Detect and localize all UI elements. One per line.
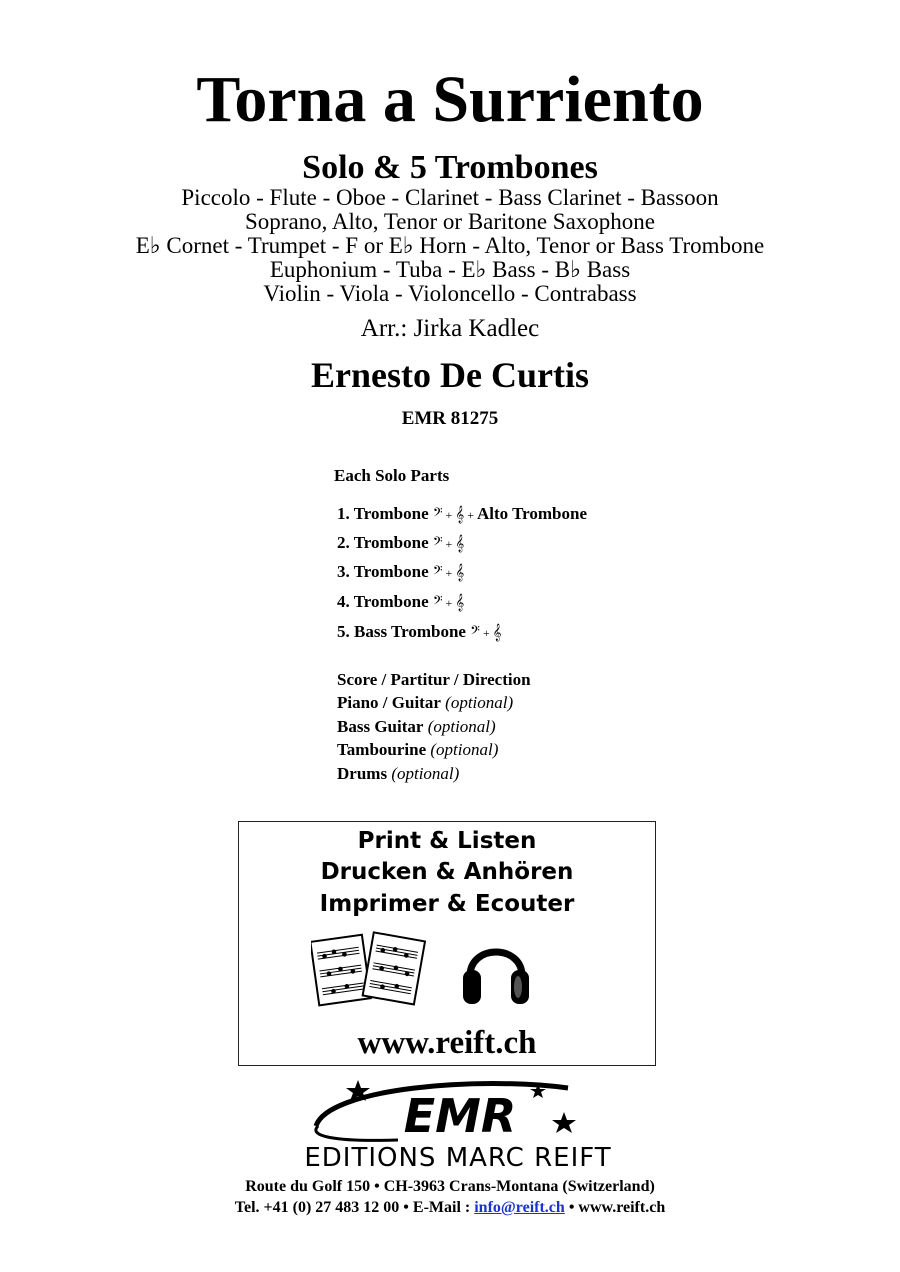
plus-sign: +: [445, 566, 453, 580]
treble-clef-icon: 𝄞: [455, 593, 465, 611]
document-subtitle: Solo & 5 Trombones: [302, 149, 598, 186]
sheet-music-icon: [311, 928, 426, 1013]
footer-contact: [0, 1198, 900, 1218]
extra-part: [337, 717, 496, 737]
footer-address: Route du Golf 150 • CH-3963 Crans-Montana (Switzerland): [245, 1178, 655, 1195]
part-item: [337, 533, 464, 554]
arranger: Arr.: Jirka Kadlec: [360, 315, 540, 342]
catalog-number: EMR 81275: [401, 408, 499, 429]
promo-line: Drucken & Anhören: [320, 859, 574, 885]
extra-note: (optional): [427, 717, 496, 736]
plus-sign: +: [445, 508, 453, 522]
extra-note: (optional): [430, 740, 499, 759]
instrument-line: Soprano, Alto, Tenor or Baritone Saxophone: [245, 209, 655, 234]
instrument-line: E♭ Cornet - Trumpet - F or E♭ Horn - Alto, Tenor or Bass Trombone: [135, 233, 765, 258]
part-item: [337, 622, 502, 643]
part-label: 2. Trombone: [337, 533, 429, 552]
part-label: 4. Trombone: [337, 592, 429, 611]
extra-note: (optional): [445, 693, 514, 712]
bass-clef-icon: 𝄢: [432, 534, 443, 552]
extra-label: Piano / Guitar: [337, 693, 441, 712]
document-title: Torna a Surriento: [196, 63, 704, 136]
plus-sign: +: [445, 537, 453, 551]
bass-clef-icon: 𝄢: [432, 505, 443, 523]
part-label: 5. Bass Trombone: [337, 622, 466, 641]
emr-logo: [238, 1074, 678, 1172]
logo-name: EDITIONS MARC REIFT: [304, 1143, 612, 1172]
footer-website: • www.reift.ch: [564, 1199, 666, 1216]
extra-note: (optional): [391, 764, 460, 783]
treble-clef-icon: 𝄞: [455, 563, 465, 581]
promo-line: Imprimer & Ecouter: [319, 891, 575, 917]
print-listen-box: [238, 821, 656, 1066]
headphones-icon: [461, 930, 531, 1008]
footer-phone: Tel. +41 (0) 27 483 12 00 • E-Mail :: [234, 1199, 475, 1216]
part-extra: Alto Trombone: [476, 504, 588, 523]
plus-sign: +: [467, 508, 474, 522]
instrument-line: Violin - Viola - Violoncello - Contrabass: [263, 281, 637, 306]
instrument-line: Euphonium - Tuba - E♭ Bass - B♭ Bass: [269, 257, 631, 282]
part-label: 3. Trombone: [337, 562, 429, 581]
extra-label: Tambourine: [337, 740, 427, 759]
extra-part: [337, 693, 513, 713]
part-item: [337, 592, 464, 613]
part-label: 1. Trombone: [337, 504, 429, 523]
bass-clef-icon: 𝄢: [470, 623, 480, 641]
treble-clef-icon: 𝄞: [492, 623, 502, 641]
email-link[interactable]: info@reift.ch: [474, 1199, 565, 1216]
part-item: [337, 504, 587, 525]
extra-part: [337, 670, 531, 690]
extra-label: Bass Guitar: [337, 717, 424, 736]
extra-label: Drums: [337, 764, 388, 783]
parts-heading: Each Solo Parts: [334, 466, 450, 485]
extra-label: Score / Partitur / Direction: [337, 670, 531, 689]
bass-clef-icon: 𝄢: [432, 593, 443, 611]
part-item: [337, 562, 464, 583]
extra-part: [337, 740, 498, 760]
treble-clef-icon: 𝄞: [455, 505, 465, 523]
promo-url[interactable]: www.reift.ch: [357, 1025, 537, 1061]
treble-clef-icon: 𝄞: [455, 534, 465, 552]
instrument-line: Piccolo - Flute - Oboe - Clarinet - Bass Clarinet - Bassoon: [181, 185, 719, 210]
composer: Ernesto De Curtis: [311, 355, 589, 395]
plus-sign: +: [445, 596, 453, 610]
logo-mark: EMR: [403, 1089, 517, 1143]
bass-clef-icon: 𝄢: [432, 563, 443, 581]
plus-sign: +: [482, 626, 490, 640]
promo-line: Print & Listen: [357, 828, 537, 854]
extra-part: [337, 764, 459, 784]
